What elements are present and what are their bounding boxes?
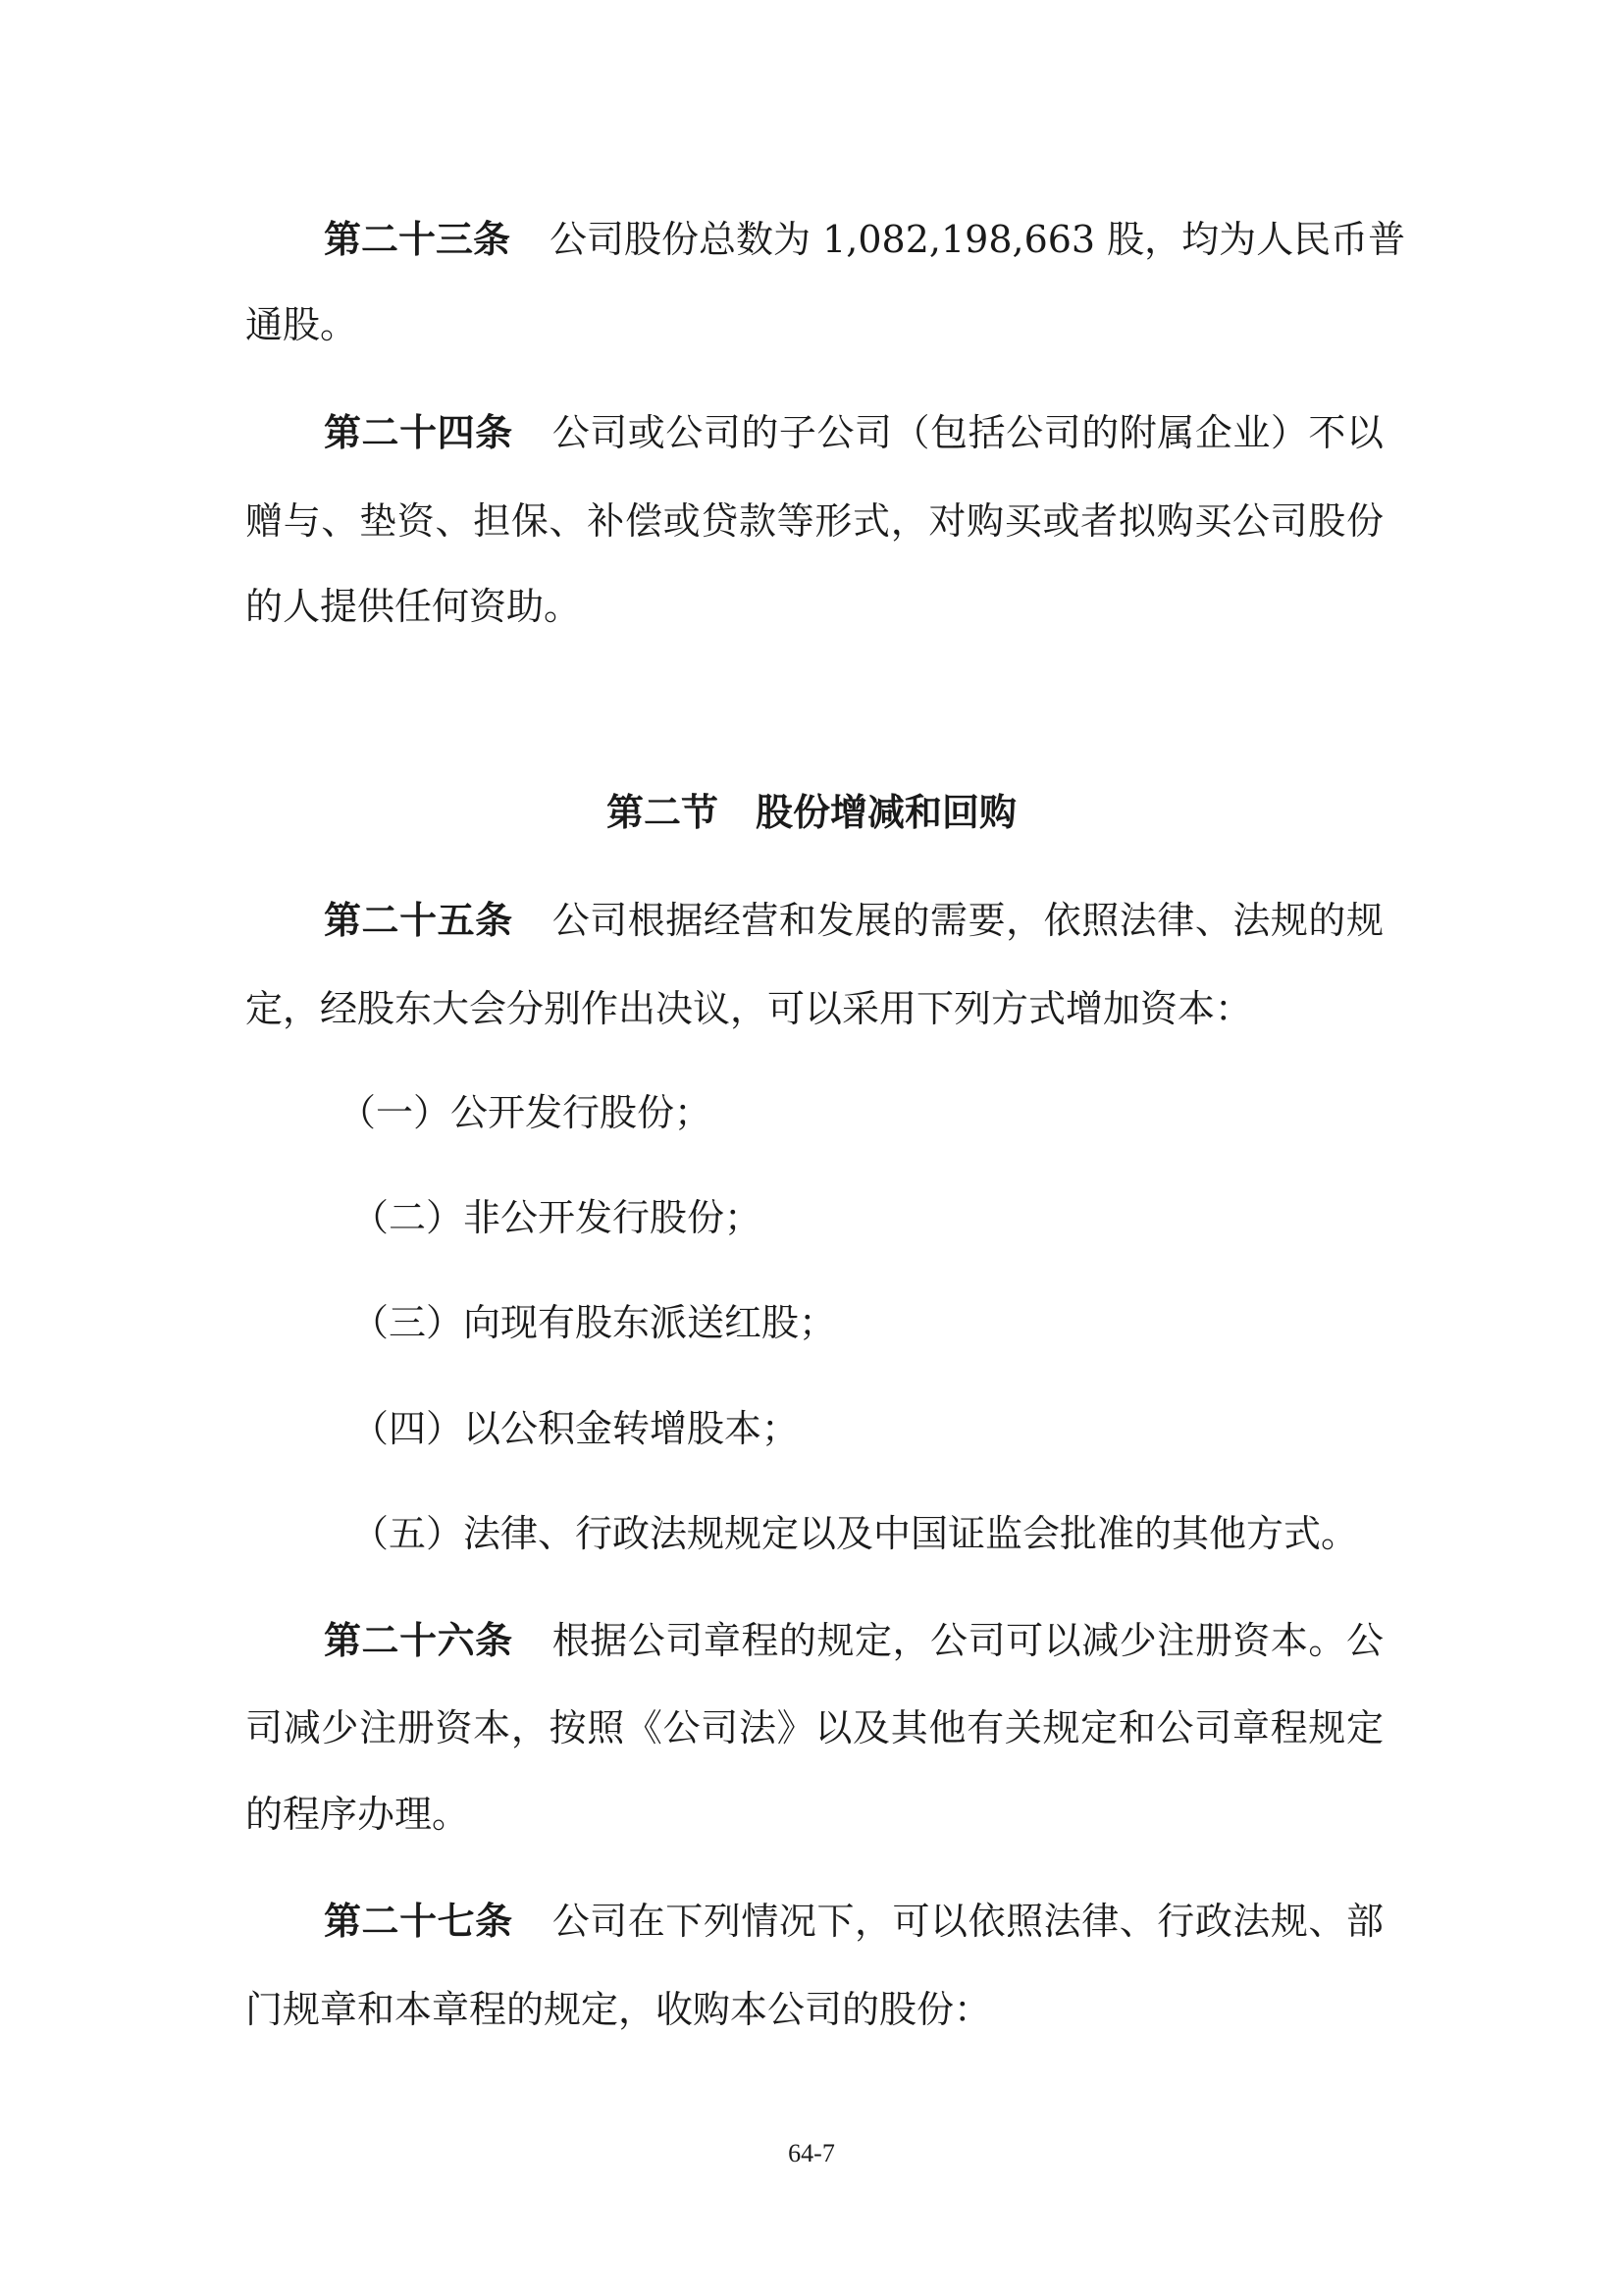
list-item-1: （一）公开发行股份； xyxy=(339,1091,712,1134)
article-23-line-1 xyxy=(324,214,1406,265)
list-item-5: （五）法律、行政法规规定以及中国证监会批准的其他方式。 xyxy=(351,1512,1359,1555)
article-25-line-1 xyxy=(324,895,1384,946)
article-25-label: 第二十五条 xyxy=(324,899,513,942)
article-23-text-1: 公司股份总数为 1,082,198,663 股，均为人民币普 xyxy=(550,218,1406,261)
article-25-line-2: 定，经股东大会分别作出决议，可以采用下列方式增加资本： xyxy=(245,987,1253,1030)
article-27-line-2: 门规章和本章程的规定，收购本公司的股份： xyxy=(245,1988,992,2031)
article-27-label: 第二十七条 xyxy=(324,1900,513,1943)
article-26-line-2: 司减少注册资本，按照《公司法》以及其他有关规定和公司章程规定 xyxy=(245,1706,1384,1749)
article-24-line-1 xyxy=(324,407,1384,458)
list-item-4: （四）以公积金转增股本； xyxy=(351,1407,800,1450)
article-27-line-1 xyxy=(324,1896,1384,1947)
article-26-line-3: 的程序办理。 xyxy=(245,1793,470,1836)
article-23-line-2: 通股。 xyxy=(245,303,358,346)
list-item-2: （二）非公开发行股份； xyxy=(351,1196,762,1239)
article-27-text-1: 公司在下列情况下，可以依照法律、行政法规、部 xyxy=(551,1900,1384,1943)
article-26-label: 第二十六条 xyxy=(324,1619,513,1662)
article-26-text-1: 根据公司章程的规定，公司可以减少注册资本。公 xyxy=(551,1619,1384,1662)
article-24-text-1: 公司或公司的子公司（包括公司的附属企业）不以 xyxy=(551,411,1384,454)
article-24-line-2: 赠与、垫资、担保、补偿或贷款等形式，对购买或者拟购买公司股份 xyxy=(245,499,1384,543)
page-number: 64-7 xyxy=(788,2139,835,2167)
article-25-text-1: 公司根据经营和发展的需要，依照法律、法规的规 xyxy=(551,899,1384,942)
article-26-line-1 xyxy=(324,1615,1384,1666)
section-heading: 第二节 股份增减和回购 xyxy=(605,791,1017,834)
list-item-3: （三）向现有股东派送红股； xyxy=(351,1301,837,1344)
article-23-label: 第二十三条 xyxy=(324,218,511,261)
article-24-label: 第二十四条 xyxy=(324,411,513,454)
article-24-line-3: 的人提供任何资助。 xyxy=(245,585,582,628)
